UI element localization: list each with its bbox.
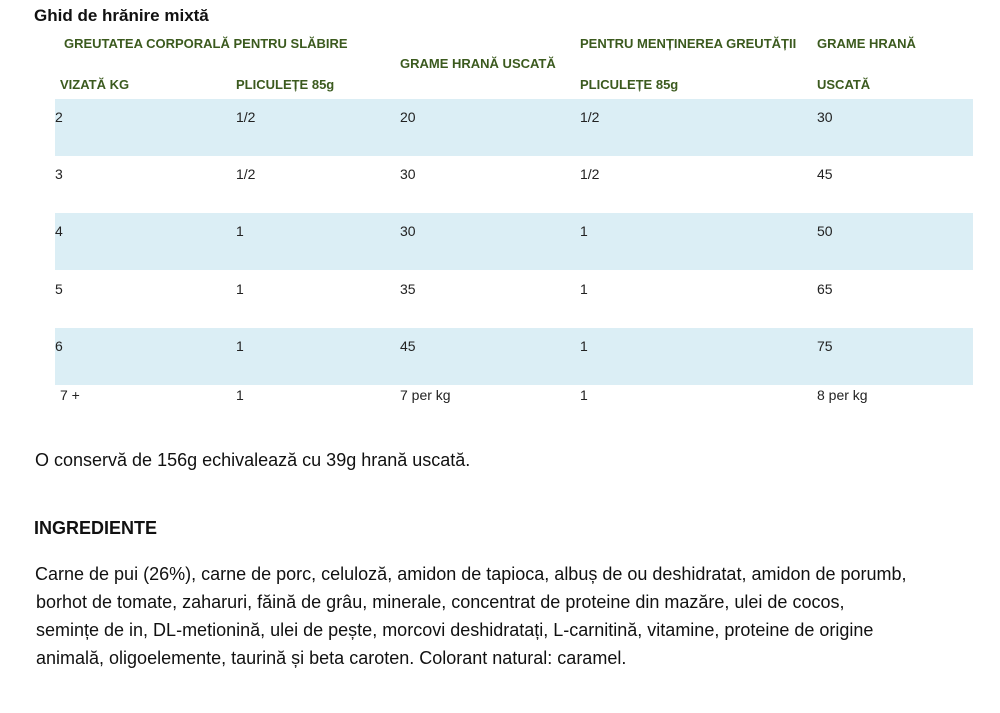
header-dry-food-maintenance-line1: GRAME HRANĂ bbox=[817, 36, 916, 51]
cell-pouches-loss: 1 bbox=[236, 338, 244, 354]
cell-dry-food-maintenance: 30 bbox=[817, 109, 833, 125]
cell-dry-food-maintenance: 8 per kg bbox=[817, 387, 868, 403]
table-row bbox=[55, 213, 973, 270]
cell-pouches-loss: 1 bbox=[236, 387, 244, 403]
cell-dry-food-maintenance: 45 bbox=[817, 166, 833, 182]
cell-dry-food-maintenance: 75 bbox=[817, 338, 833, 354]
table-row bbox=[55, 156, 973, 213]
ingredients-line: Carne de pui (26%), carne de porc, celuloză, amidon de tapioca, albuș de ou deshidratat, amidon de porumb, bbox=[35, 564, 907, 584]
cell-dry-food-loss: 30 bbox=[400, 166, 416, 182]
cell-target-kg: 3 bbox=[55, 166, 63, 182]
cell-pouches-maintenance: 1 bbox=[580, 387, 588, 403]
cell-target-kg: 2 bbox=[55, 109, 63, 125]
cell-pouches-maintenance: 1 bbox=[580, 223, 588, 239]
cell-dry-food-loss: 45 bbox=[400, 338, 416, 354]
cell-dry-food-loss: 35 bbox=[400, 281, 416, 297]
table-row bbox=[55, 271, 973, 328]
header-target-kg: VIZATĂ KG bbox=[60, 77, 130, 92]
cell-pouches-loss: 1 bbox=[236, 223, 244, 239]
cell-target-kg: 7 + bbox=[60, 387, 80, 403]
cell-target-kg: 5 bbox=[55, 281, 63, 297]
cell-dry-food-maintenance: 65 bbox=[817, 281, 833, 297]
cell-pouches-loss: 1/2 bbox=[236, 166, 256, 182]
equivalence-note: O conservă de 156g echivalează cu 39g hrană uscată. bbox=[35, 450, 471, 470]
ingredients-line: semințe de in, DL-metionină, ulei de pește, morcovi deshidratați, L-carnitină, vitamine, proteine de origine bbox=[36, 620, 874, 640]
cell-target-kg: 4 bbox=[55, 223, 63, 239]
table-row bbox=[55, 99, 973, 156]
table-row bbox=[55, 385, 973, 415]
cell-target-kg: 6 bbox=[55, 338, 63, 354]
page-title: Ghid de hrănire mixtă bbox=[34, 6, 209, 25]
cell-pouches-loss: 1 bbox=[236, 281, 244, 297]
cell-dry-food-maintenance: 50 bbox=[817, 223, 833, 239]
header-group-maintenance: PENTRU MENȚINEREA GREUTĂȚII bbox=[580, 36, 797, 51]
cell-dry-food-loss: 20 bbox=[400, 109, 416, 125]
table-row bbox=[55, 328, 973, 385]
header-group-weight-loss: GREUTATEA CORPORALĂ PENTRU SLĂBIRE bbox=[64, 36, 348, 51]
cell-pouches-maintenance: 1/2 bbox=[580, 166, 600, 182]
cell-dry-food-loss: 7 per kg bbox=[400, 387, 451, 403]
ingredients-line: animală, oligoelemente, taurină și beta caroten. Colorant natural: caramel. bbox=[36, 648, 627, 668]
cell-pouches-maintenance: 1 bbox=[580, 281, 588, 297]
ingredients-heading: INGREDIENTE bbox=[34, 518, 158, 538]
header-pouches-maintenance: PLICULEȚE 85g bbox=[580, 77, 679, 92]
cell-pouches-maintenance: 1/2 bbox=[580, 109, 600, 125]
header-pouches-loss: PLICULEȚE 85g bbox=[236, 77, 335, 92]
ingredients-text bbox=[35, 560, 975, 672]
header-dry-food-maintenance-line2: USCATĂ bbox=[817, 77, 871, 92]
ingredients-line: borhot de tomate, zaharuri, făină de grâu, minerale, concentrat de proteine din mazăre, ulei de cocos, bbox=[36, 592, 845, 612]
header-dry-food-loss: GRAME HRANĂ USCATĂ bbox=[400, 56, 556, 71]
cell-pouches-loss: 1/2 bbox=[236, 109, 256, 125]
cell-pouches-maintenance: 1 bbox=[580, 338, 588, 354]
cell-dry-food-loss: 30 bbox=[400, 223, 416, 239]
